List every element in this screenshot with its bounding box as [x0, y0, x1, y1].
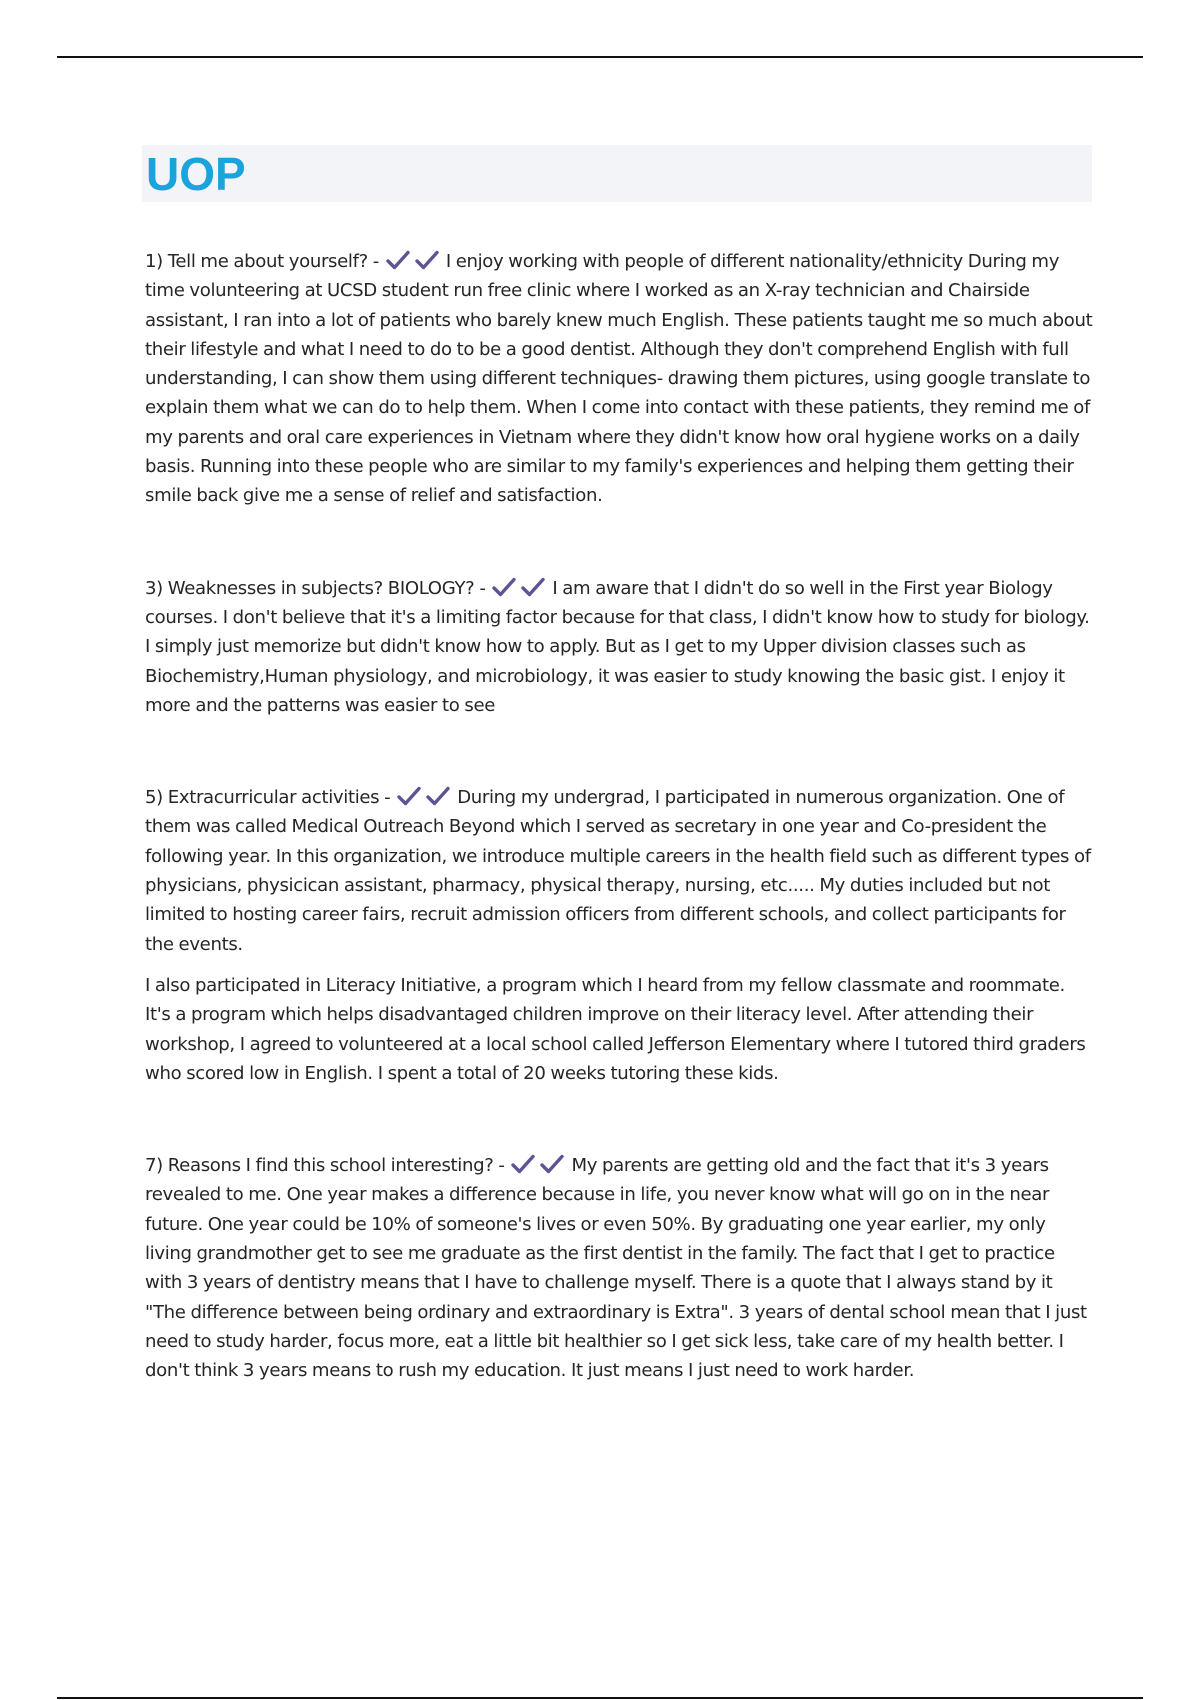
- check-icon: [511, 1154, 535, 1174]
- check-icon: [521, 577, 545, 597]
- question-block-1: [145, 247, 1093, 511]
- question-answer: During my undergrad, I participated in numerous organization. One of them was called Medical Outreach Beyond which I served as secretary in one year and Co-president the following year. In this organization, we introduce multiple careers in the health field such as different types of physicians, physicican assistant, pharmacy, physical therapy, nursing, etc..... My duties included but not limited to hosting career fairs, recruit admission officers from different schools, and collect participants for the events.: [145, 787, 1091, 955]
- title-banner: [142, 145, 1092, 202]
- bottom-rule: [57, 1697, 1143, 1699]
- answer-checkmarks: [492, 574, 550, 603]
- check-icon: [397, 786, 421, 806]
- check-icon: [492, 577, 516, 597]
- check-icon: [426, 786, 450, 806]
- question-prompt: 3) Weaknesses in subjects? BIOLOGY? -: [145, 577, 486, 599]
- question-answer-continued: I also participated in Literacy Initiative, a program which I heard from my fellow classmate and roommate. It's a program which helps disadvantaged children improve on their literacy level. After attending their workshop, I agreed to volunteered at a local school called Jefferson Elementary where I tutored third graders who scored low in English. I spent a total of 20 weeks tutoring these kids.: [145, 974, 1086, 1084]
- question-paragraph: [145, 574, 1093, 720]
- question-block-5: [145, 783, 1093, 1088]
- check-icon: [415, 250, 439, 270]
- check-icon: [386, 250, 410, 270]
- question-block-3: [145, 574, 1093, 720]
- answer-checkmarks: [511, 1151, 569, 1180]
- question-answer: I enjoy working with people of different nationality/ethnicity During my time volunteering at UCSD student run free clinic where I worked as an X-ray technician and Chairside assistant, I ran into a lot of patients who barely knew much English. These patients taught me so much about their lifestyle and what I need to do to be a good dentist. Although they don't comprehend English with full understanding, I can show them using different techniques- drawing them pictures, using google translate to explain them what we can do to help them. When I come into contact with these patients, they remind me of my parents and oral care experiences in Vietnam where they didn't know how oral hygiene works on a daily basis. Running into these people who are similar to my family's experiences and helping them getting their smile back give me a sense of relief and satisfaction.: [145, 251, 1093, 507]
- document-body: [145, 247, 1093, 1449]
- page-title: UOP: [146, 148, 246, 200]
- answer-checkmarks: [386, 247, 444, 276]
- question-paragraph: [145, 1151, 1093, 1385]
- question-prompt: 5) Extracurricular activities -: [145, 787, 391, 809]
- question-paragraph: [145, 783, 1093, 959]
- top-rule: [57, 56, 1143, 58]
- question-block-7: [145, 1151, 1093, 1385]
- question-answer: My parents are getting old and the fact that it's 3 years revealed to me. One year makes a difference because in life, you never know what will go on in the near future. One year could be 10% of someone's lives or even 50%. By graduating one year earlier, my only living grandmother get to see me graduate as the first dentist in the family. The fact that I get to practice with 3 years of dentistry means that I have to challenge myself. There is a quote that I always stand by it "The difference between being ordinary and extraordinary is Extra". 3 years of dental school mean that I just need to study harder, focus more, eat a little bit healthier so I get sick less, take care of my health better. I don't think 3 years means to rush my education. It just means I just need to work harder.: [145, 1155, 1087, 1382]
- question-prompt: 1) Tell me about yourself? -: [145, 251, 379, 272]
- answer-checkmarks: [397, 783, 455, 812]
- question-answer: I am aware that I didn't do so well in the First year Biology courses. I don't believe that it's a limiting factor because for that class, I didn't know how to study for biology. I simply just memorize but didn't know how to apply. But as I get to my Upper division classes such as Biochemistry,Human physiology, and microbiology, it was easier to study knowing the basic gist. I enjoy it more and the patterns was easier to see: [145, 577, 1090, 716]
- question-prompt: 7) Reasons I find this school interesting? -: [145, 1155, 505, 1177]
- check-icon: [540, 1154, 564, 1174]
- question-paragraph: [145, 247, 1093, 511]
